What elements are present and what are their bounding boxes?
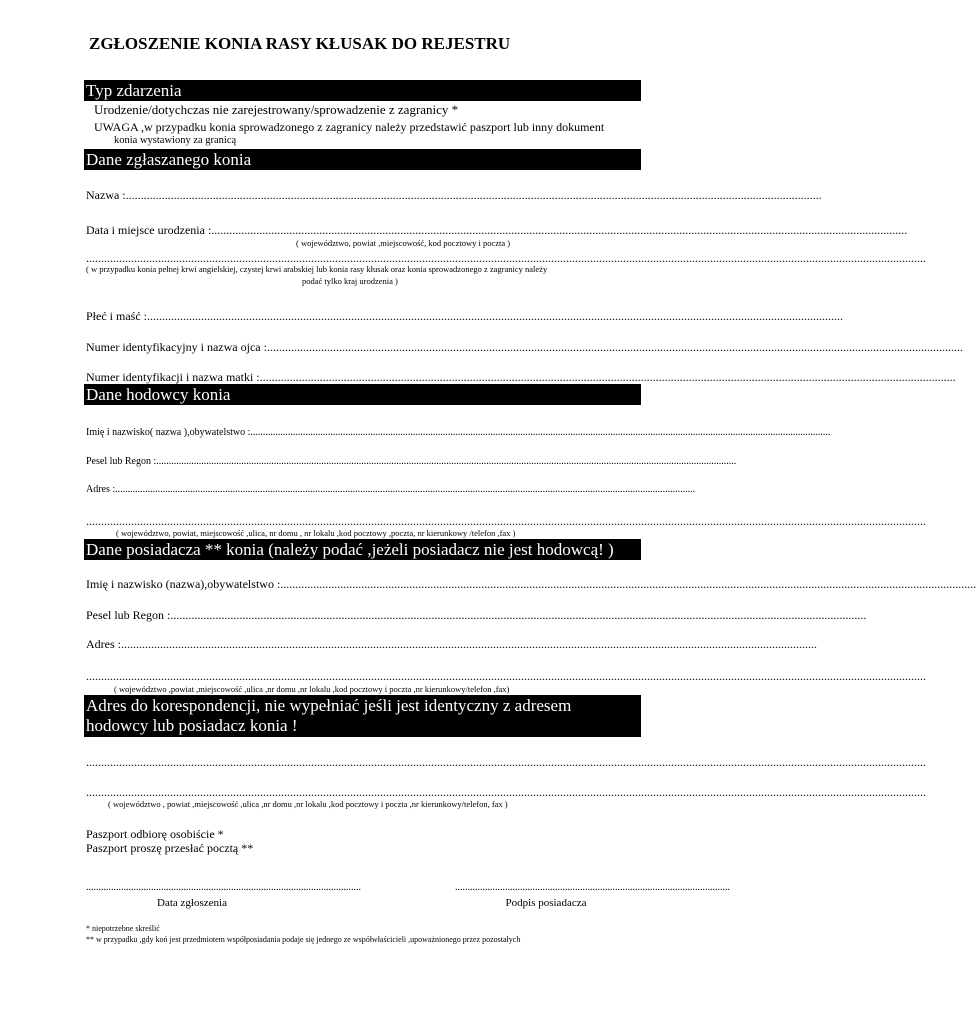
signature-label: Podpis posiadacza	[505, 897, 587, 909]
footnote-2: ** w przypadku ,gdy koń jest przedmiotem współposiadania podaje się jednego ze współwłaścicieli ,upoważnionego przez pozostałych	[86, 935, 521, 944]
correspondence-header-line-1: Adres do korespondencji, nie wypełniać jeśli jest identyczny z adresem	[86, 696, 572, 715]
birth-date-place-label: Data i miejsce urodzenia :	[86, 223, 212, 237]
fill-dots: ........................................................................................................................................................................................................................................	[280, 577, 976, 591]
fill-dots: ........................................................................................................................................................................................................................................	[170, 608, 867, 622]
owner-address-field[interactable]	[86, 637, 817, 651]
sex-color-field[interactable]	[86, 309, 843, 323]
fill-dots: ........................................................................................................................................................................................................................................	[259, 370, 956, 384]
birth-country-hint-1: ( w przypadku konia pełnej krwi angielskiej, czystej krwi arabskiej lub konia rasy kłusak oraz konia sprowadzonego z zagranicy należy	[86, 264, 548, 274]
breeder-address-line-2[interactable]: ........................................................................................................................................................................................................................................................................................	[86, 514, 926, 528]
breeder-name-field[interactable]	[86, 426, 831, 440]
section-header-owner: Dane posiadacza ** konia (należy podać ,jeżeli posiadacz nie jest hodowcą! )	[84, 539, 641, 560]
fill-dots: ........................................................................................................................................................................................................................................	[125, 188, 822, 202]
passport-option-personal[interactable]: Paszport odbiorę osobiście *	[86, 827, 224, 841]
owner-address-line-2[interactable]: ........................................................................................................................................................................................................................................................................................	[86, 669, 926, 683]
section-header-typ: Typ zdarzenia	[84, 80, 641, 101]
date-dots: ..............................................................................................................	[86, 882, 361, 893]
sire-field[interactable]	[86, 340, 963, 354]
section-header-horse: Dane zgłaszanego konia	[84, 149, 641, 170]
owner-signature-block[interactable]	[455, 882, 730, 909]
owner-address-label: Adres :	[86, 637, 121, 651]
dam-label: Numer identyfikacji i nazwa matki :	[86, 370, 260, 384]
correspondence-header-line-2: hodowcy lub posiadacz konia !	[86, 716, 298, 735]
breeder-address-field[interactable]	[86, 483, 696, 497]
breeder-address-hint: ( województwo, powiat, miejscowość ,ulica, nr domu , nr lokalu ,kod pocztowy ,poczta, nr kierunkowy /telefon ,fax )	[116, 528, 516, 538]
signature-dots: ..............................................................................................................	[455, 882, 730, 893]
uwaga-line-1: UWAGA ,w przypadku konia sprowadzonego z zagranicy należy przedstawić paszport lub inny dokument	[94, 120, 605, 134]
fill-dots: ........................................................................................................................................................................................................................................	[250, 427, 831, 438]
date-label: Data zgłoszenia	[157, 897, 227, 909]
event-type-options: Urodzenie/dotychczas nie zarejestrowany/sprowadzenie z zagranicy *	[94, 102, 459, 117]
owner-address-hint: ( województwo ,powiat ,miejscowość ,ulica ,nr domu ,nr lokalu ,kod pocztowy i poczta ,nr kierunkowy/telefon ,fax)	[114, 684, 510, 694]
fill-dots: ........................................................................................................................................................................................................................................	[211, 223, 908, 237]
correspondence-line-2[interactable]: ........................................................................................................................................................................................................................................................................................	[86, 785, 926, 799]
birth-date-place-field[interactable]	[86, 223, 908, 237]
sire-label: Numer identyfikacyjny i nazwa ojca :	[86, 340, 267, 354]
correspondence-line-1[interactable]: ........................................................................................................................................................................................................................................................................................	[86, 755, 926, 769]
owner-pesel-field[interactable]	[86, 608, 867, 622]
uwaga-line-2: konia wystawiony za granicą	[114, 135, 237, 146]
fill-dots: ........................................................................................................................................................................................................................................	[146, 309, 843, 323]
horse-name-field[interactable]	[86, 188, 822, 202]
horse-name-label: Nazwa :	[86, 188, 126, 202]
form-title: ZGŁOSZENIE KONIA RASY KŁUSAK DO REJESTRU	[89, 34, 511, 53]
fill-dots: ........................................................................................................................................................................................................................................	[156, 456, 737, 467]
owner-name-label: Imię i nazwisko (nazwa),obywatelstwo :	[86, 577, 281, 591]
fill-dots: ........................................................................................................................................................................................................................................	[121, 637, 817, 651]
owner-pesel-label: Pesel lub Regon :	[86, 608, 171, 622]
date-signature-block[interactable]	[86, 882, 361, 909]
correspondence-hint: ( województwo , powiat ,miejscowość ,ulica ,nr domu ,nr lokalu ,kod pocztowy i poczta ,nr kierunkowy/telefon, fax )	[108, 799, 508, 809]
passport-option-mail[interactable]: Paszport proszę przesłać pocztą **	[86, 841, 254, 855]
birth-country-line[interactable]: ........................................................................................................................................................................................................................................................................................	[86, 251, 926, 265]
sex-color-label: Płeć i maść :	[86, 309, 147, 323]
fill-dots: ........................................................................................................................................................................................................................................	[115, 484, 696, 495]
breeder-pesel-label: Pesel lub Regon :	[86, 456, 157, 467]
owner-name-field[interactable]	[86, 577, 976, 591]
footnote-1: * niepotrzebne skreślić	[86, 924, 160, 933]
breeder-name-label: Imię i nazwisko( nazwa ),obywatelstwo :	[86, 427, 251, 438]
breeder-pesel-field[interactable]	[86, 455, 737, 469]
fill-dots: ........................................................................................................................................................................................................................................	[266, 340, 963, 354]
section-header-breeder: Dane hodowcy konia	[84, 384, 641, 405]
dam-field[interactable]	[86, 370, 956, 384]
section-header-correspondence	[84, 695, 641, 737]
birth-country-hint-2: podać tylko kraj urodzenia )	[302, 276, 398, 286]
breeder-address-label: Adres :	[86, 484, 116, 495]
birth-place-hint: ( województwo, powiat ,miejscowość, kod pocztowy i poczta )	[296, 238, 511, 248]
